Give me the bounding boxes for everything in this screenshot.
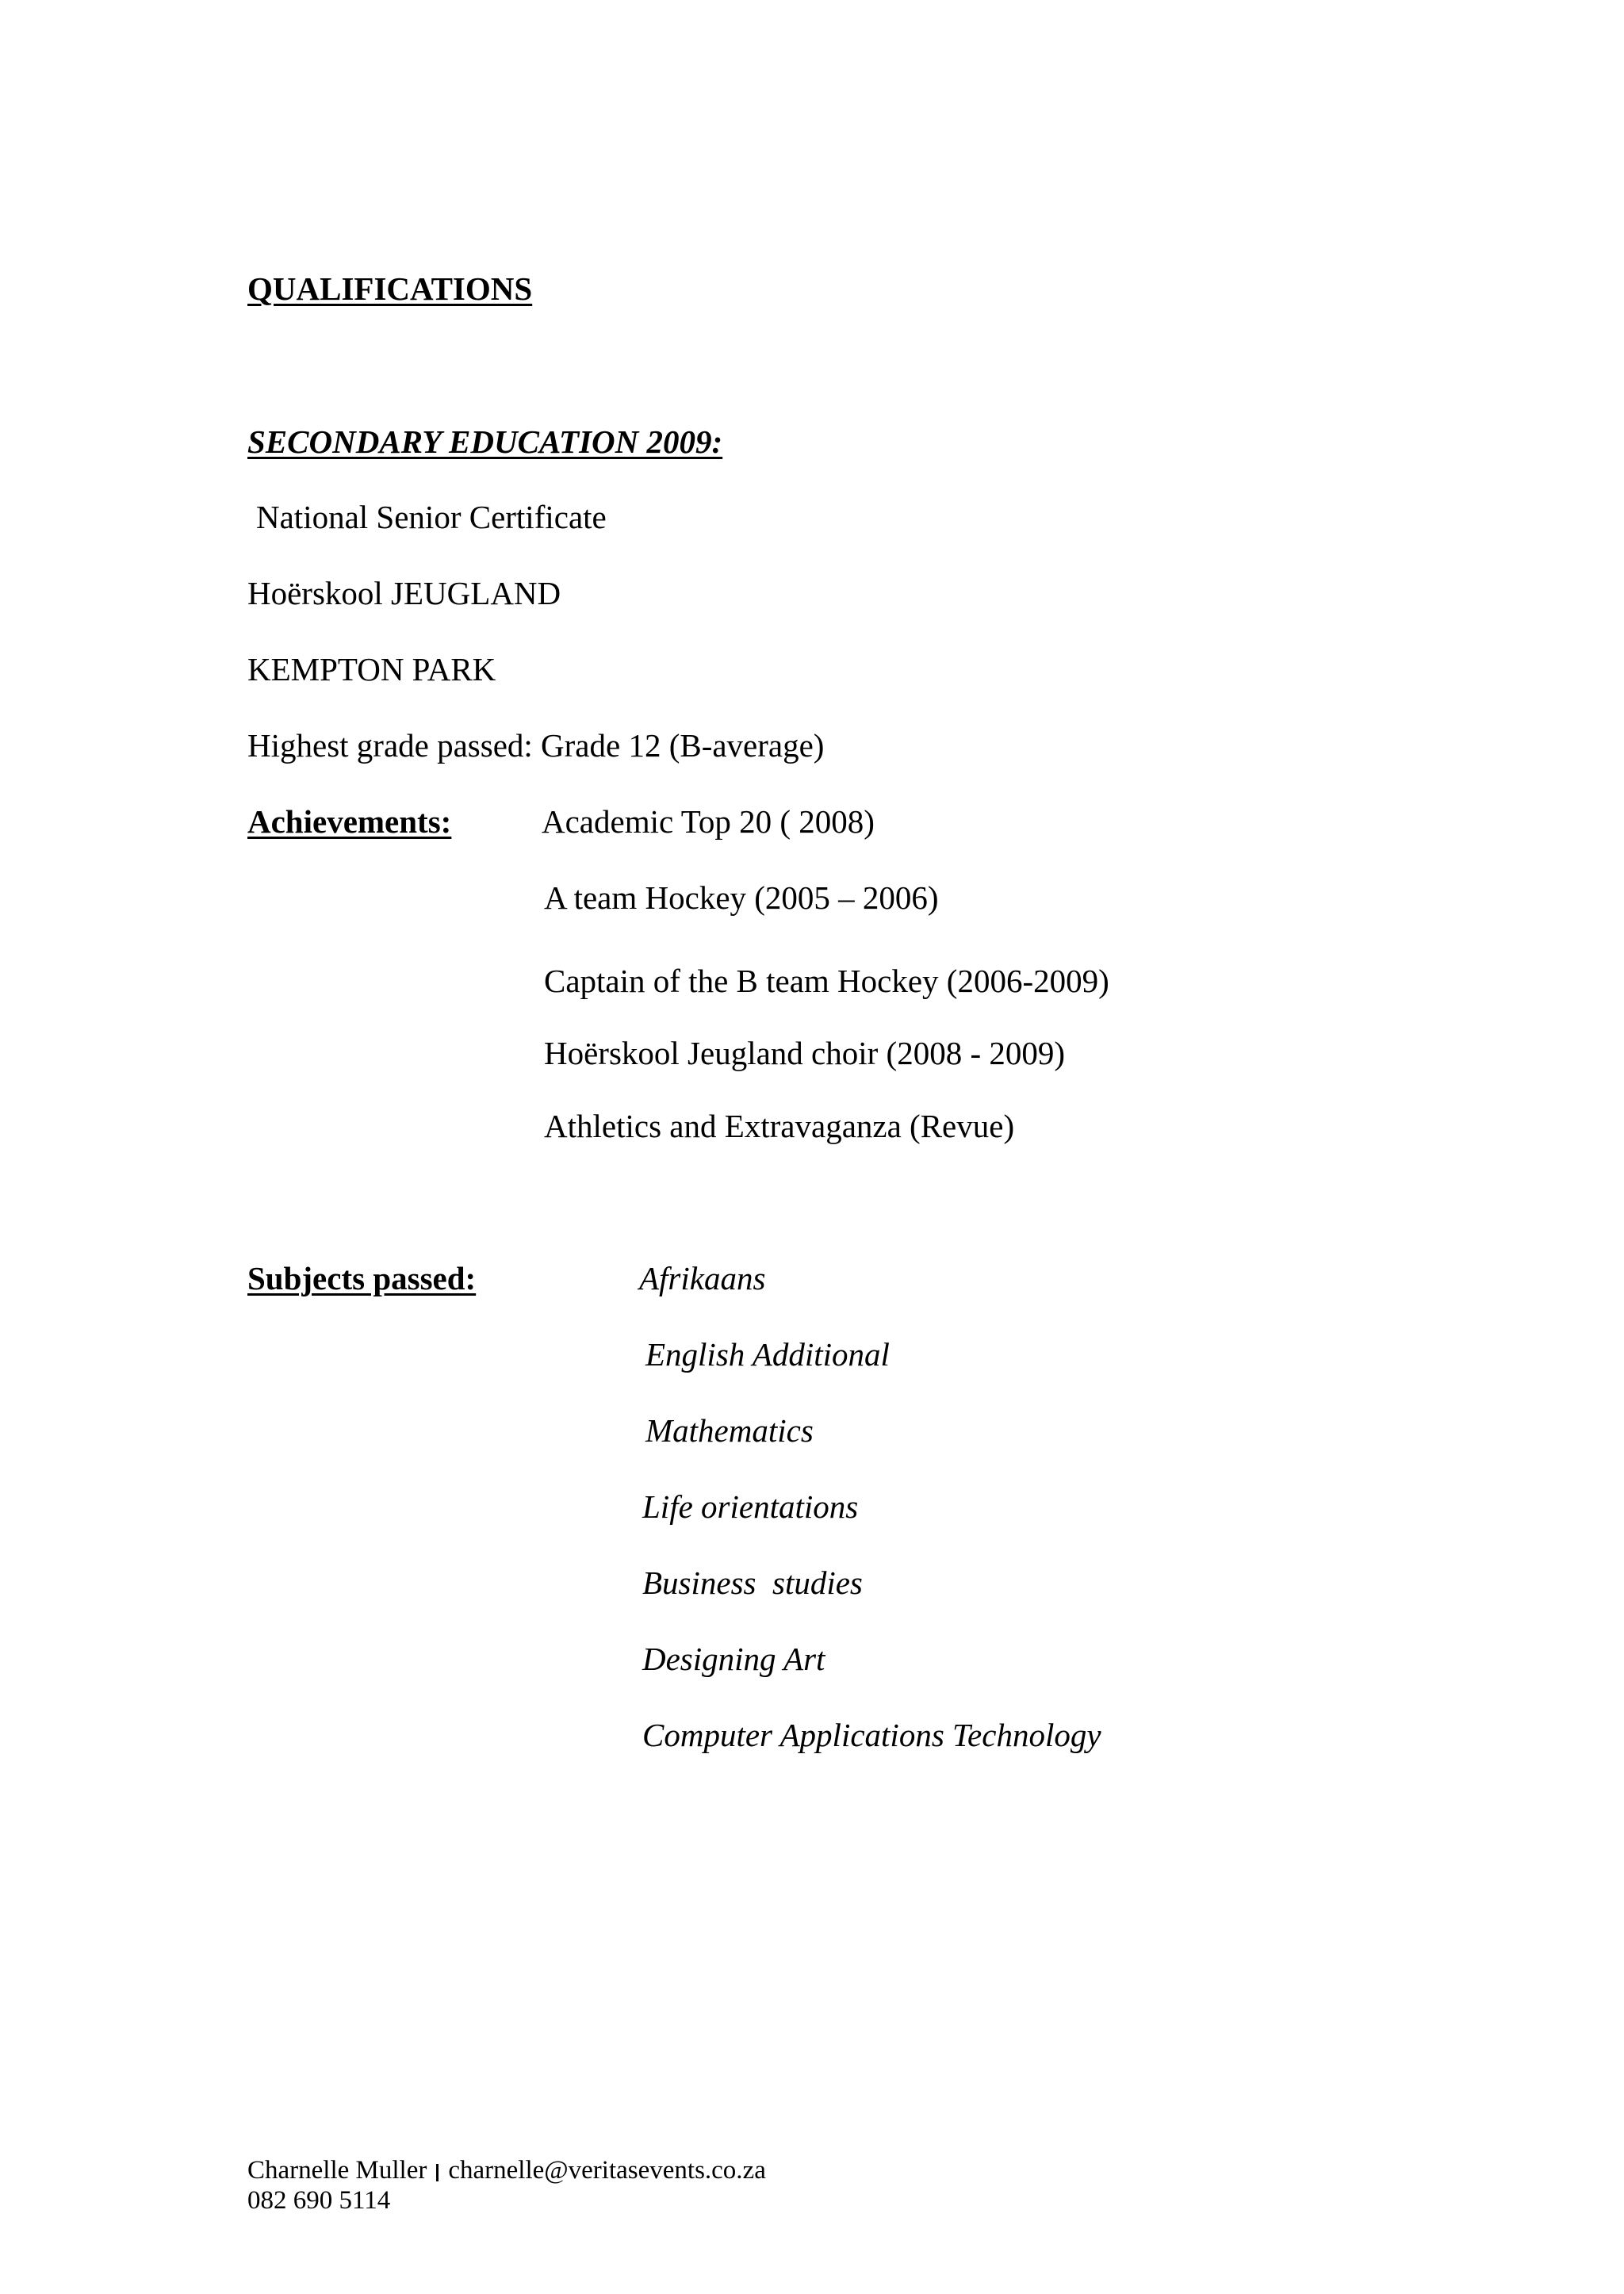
subject-item: English Additional [645,1336,890,1373]
school-location: KEMPTON PARK [247,651,496,687]
achievement-item: Captain of the B team Hockey (2006-2009) [544,963,1109,999]
separator-bar [436,2164,439,2181]
subject-item: Designing Art [642,1641,825,1677]
achievement-item: Academic Top 20 ( 2008) [542,803,875,840]
footer-contact-line [247,2158,766,2184]
subject-item: Mathematics [645,1412,814,1449]
achievement-item: Athletics and Extravaganza (Revue) [544,1108,1015,1144]
footer-email: charnelle@veritasevents.co.za [448,2156,766,2185]
subject-item: Life orientations [642,1488,859,1525]
footer-name: Charnelle Muller [247,2156,427,2185]
section-heading-secondary-education: SECONDARY EDUCATION 2009: [247,423,723,460]
page-title: QUALIFICATIONS [247,270,533,307]
school-name: Hoërskool JEUGLAND [247,575,561,611]
achievement-item: Hoërskool Jeugland choir (2008 - 2009) [544,1035,1066,1071]
subjects-label: Subjects passed: [247,1260,477,1296]
achievement-item: A team Hockey (2005 – 2006) [544,879,939,916]
subject-item: Business studies [642,1564,863,1601]
achievements-label: Achievements: [247,803,452,840]
highest-grade: Highest grade passed: Grade 12 (B-average) [247,727,825,764]
subject-item: Afrikaans [639,1260,766,1296]
certificate-name: National Senior Certificate [256,499,607,535]
footer-phone: 082 690 5114 [247,2186,391,2215]
subject-item: Computer Applications Technology [642,1717,1101,1753]
